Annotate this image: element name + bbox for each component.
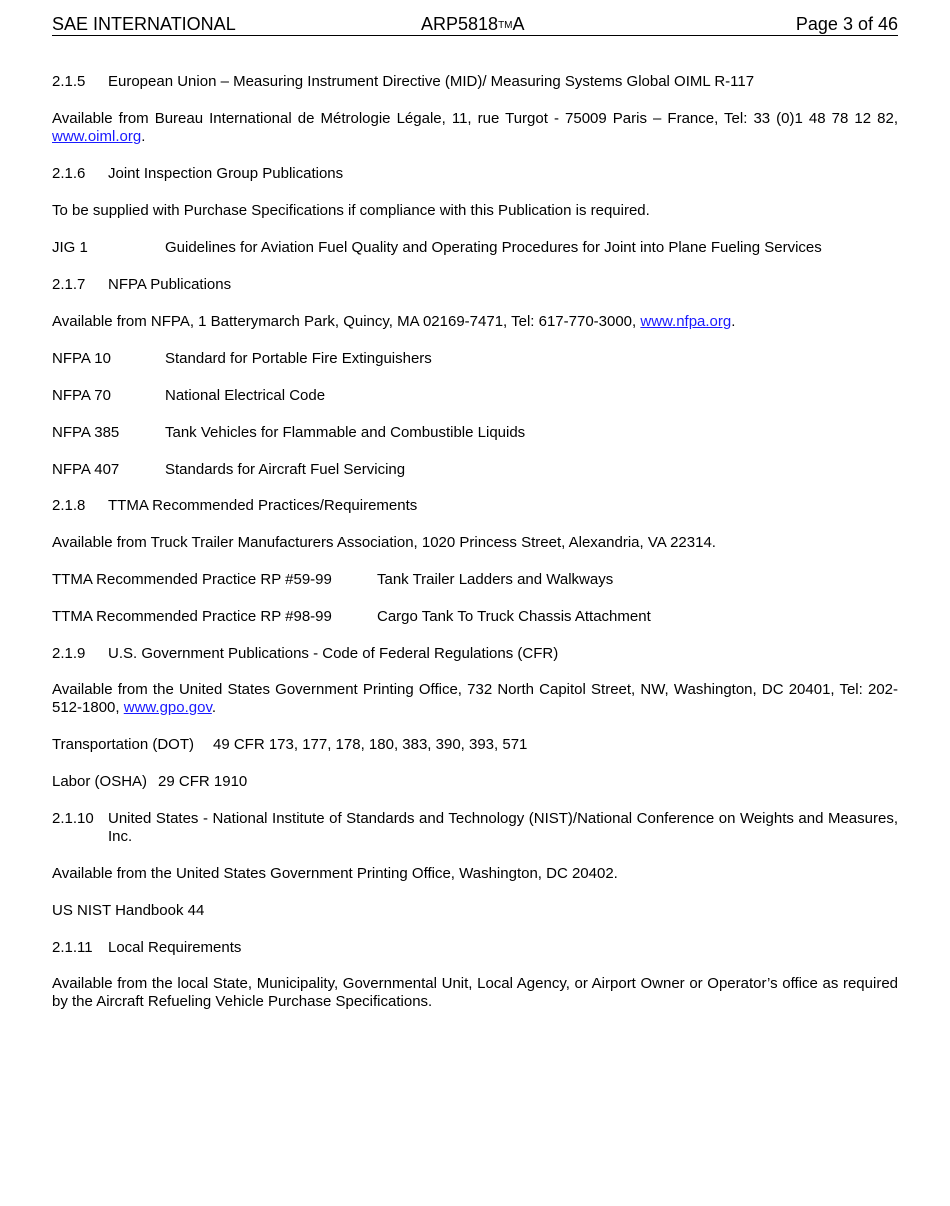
ttma-rp-98-99-entry xyxy=(52,608,898,626)
period: . xyxy=(141,128,146,145)
cfr-references: 49 CFR 173, 177, 178, 180, 383, 390, 393, 571 xyxy=(212,736,528,753)
header-page-number: Page 3 of 46 xyxy=(795,14,898,34)
dot-cfr-entry xyxy=(52,736,898,754)
nfpa-10-entry xyxy=(52,350,898,368)
publication-code: NFPA 70 xyxy=(52,387,111,404)
publication-title: Standard for Portable Fire Extinguishers xyxy=(165,350,432,367)
doc-revision: A xyxy=(512,14,525,34)
trademark-mark: TM xyxy=(498,20,513,31)
agency-label: Labor (OSHA) xyxy=(52,773,148,790)
publication-code: TTMA Recommended Practice RP #59-99 xyxy=(52,571,332,588)
availability-text: Available from the United States Government Printing Office, 732 North Capitol Street, NW, Washington, DC 20401, Tel: 202-512-1800, xyxy=(52,681,898,716)
publication-title: Tank Trailer Ladders and Walkways xyxy=(377,571,614,588)
section-2-1-9-availability xyxy=(52,681,898,717)
nfpa-link[interactable]: www.nfpa.org xyxy=(640,313,732,330)
section-title: Joint Inspection Group Publications xyxy=(108,165,344,182)
section-2-1-11-availability: Available from the local State, Municipality, Governmental Unit, Local Agency, or Airport Owner or Operator’s office as required by the Aircraft Refueling Vehicle Purchase Specifications. xyxy=(52,975,898,1010)
section-number: 2.1.6 xyxy=(52,165,86,182)
ttma-rp-59-99-entry xyxy=(52,571,898,589)
nfpa-70-entry xyxy=(52,387,898,405)
section-2-1-7-availability xyxy=(52,313,898,331)
section-2-1-9-heading xyxy=(52,645,898,663)
section-2-1-7-heading xyxy=(52,276,898,294)
section-title: TTMA Recommended Practices/Requirements xyxy=(108,497,418,514)
gpo-link[interactable]: www.gpo.gov xyxy=(123,699,212,716)
publication-title: National Electrical Code xyxy=(165,387,326,404)
section-title: U.S. Government Publications - Code of Federal Regulations (CFR) xyxy=(108,645,559,662)
section-title: Local Requirements xyxy=(108,939,242,956)
publication-code: NFPA 407 xyxy=(52,461,120,478)
publication-title: Guidelines for Aviation Fuel Quality and Operating Procedures for Joint into Plane Fueling Services xyxy=(165,239,822,256)
section-title: European Union – Measuring Instrument Directive (MID)/ Measuring Systems Global OIML R-117 xyxy=(108,73,755,90)
section-number: 2.1.5 xyxy=(52,73,86,90)
section-number: 2.1.7 xyxy=(52,276,86,293)
page-header xyxy=(52,14,898,36)
section-number: 2.1.9 xyxy=(52,645,86,662)
publication-title: Standards for Aircraft Fuel Servicing xyxy=(165,461,406,478)
section-2-1-8-heading xyxy=(52,497,898,515)
nist-handbook-entry: US NIST Handbook 44 xyxy=(52,902,205,919)
jig-1-entry xyxy=(52,239,898,257)
publication-title: Cargo Tank To Truck Chassis Attachment xyxy=(377,608,651,625)
section-number: 2.1.11 xyxy=(52,939,93,956)
section-2-1-6-supply-note: To be supplied with Purchase Specifications if compliance with this Publication is required. xyxy=(52,202,650,219)
section-2-1-10-heading xyxy=(52,810,898,846)
publication-code: NFPA 10 xyxy=(52,350,111,367)
publication-title: Tank Vehicles for Flammable and Combustible Liquids xyxy=(165,424,526,441)
section-2-1-11-heading xyxy=(52,939,898,957)
osha-cfr-entry xyxy=(52,773,898,791)
oiml-link[interactable]: www.oiml.org xyxy=(52,128,142,145)
section-title: NFPA Publications xyxy=(108,276,232,293)
section-2-1-5-availability xyxy=(52,110,898,146)
section-number: 2.1.10 xyxy=(52,810,94,827)
section-2-1-5-heading xyxy=(52,73,898,91)
availability-text: Available from Bureau International de Métrologie Légale, 11, rue Turgot - 75009 Paris – France, Tel: 33 (0)1 48 78 12 82, xyxy=(52,110,898,127)
availability-text: Available from NFPA, 1 Batterymarch Park, Quincy, MA 02169-7471, Tel: 617-770-3000, xyxy=(52,313,641,330)
agency-label: Transportation (DOT) xyxy=(52,736,194,753)
section-2-1-10-availability: Available from the United States Government Printing Office, Washington, DC 20402. xyxy=(52,865,618,882)
nfpa-407-entry xyxy=(52,461,898,479)
publication-code: NFPA 385 xyxy=(52,424,120,441)
section-title: United States - National Institute of Standards and Technology (NIST)/National Conference on Weights and Measures, Inc. xyxy=(108,810,898,845)
nfpa-385-entry xyxy=(52,424,898,442)
cfr-references: 29 CFR 1910 xyxy=(158,773,248,790)
publication-code: JIG 1 xyxy=(52,239,88,256)
period: . xyxy=(731,313,736,330)
doc-id-base: ARP5818 xyxy=(421,14,499,34)
header-org: SAE INTERNATIONAL xyxy=(52,14,236,34)
header-doc-id xyxy=(421,14,525,36)
section-2-1-6-heading xyxy=(52,165,898,183)
period: . xyxy=(211,699,217,716)
publication-code: TTMA Recommended Practice RP #98-99 xyxy=(52,608,332,625)
section-number: 2.1.8 xyxy=(52,497,86,514)
section-2-1-8-availability: Available from Truck Trailer Manufacturers Association, 1020 Princess Street, Alexandria, VA 22314. xyxy=(52,534,716,551)
